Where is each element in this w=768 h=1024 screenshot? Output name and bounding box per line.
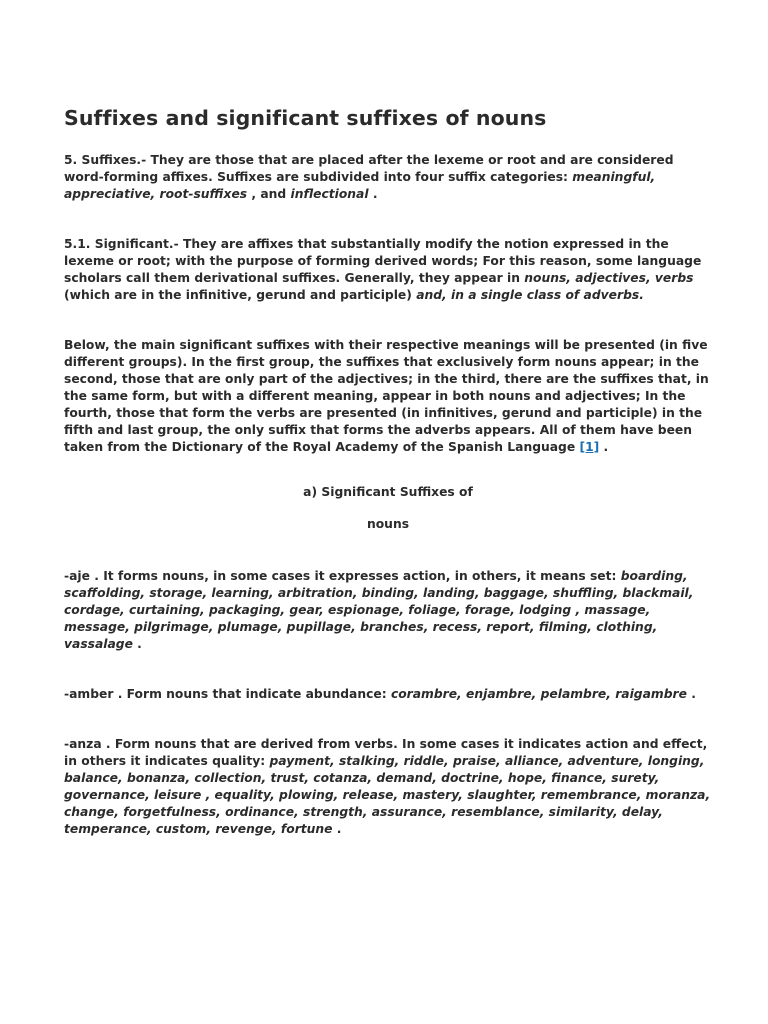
entry-examples: corambre, enjambre, pelambre, raigambre [390,687,687,701]
page-title: Suffixes and significant suffixes of nouns [64,106,547,130]
paragraph-italic: inflectional [290,187,369,201]
entry-text: . [686,687,696,701]
paragraph-text: Below, the main significant suffixes with their respective meanings will be presented (in five different groups). In the first group, the suffixes that exclusively form nouns appear; in the second, those that are only part of the adjectives; in the third, there are the suffixes that, in the same form, but with a different meaning, appear in both nouns and adjectives; In the fourth, those that form the verbs are presented (in infinitives, gerund and participle) in the fifth and last group, the only suffix that forms the adverbs appears. All of them have been taken from the Dictionary of the Royal Academy of the Spanish Language [64,338,709,454]
paragraph-suffixes [64,152,712,203]
section-heading-line2: nouns [366,517,410,531]
paragraph-text: , and [247,187,291,201]
section-heading [64,484,712,533]
paragraph-below [64,337,712,456]
entry-text: -amber . Form nouns that indicate abundance: [64,687,391,701]
paragraph-italic: and, in a single class of adverbs. [416,288,644,302]
spacer [64,533,712,568]
paragraph-text: 5. Suffixes.- They are those that are placed after the lexeme or root and are considered word-forming affixes. Suffixes are subdivided into four suffix categories: [64,153,674,184]
document-page [64,104,712,838]
spacer [64,456,712,484]
entry-text: -anza . Form nouns that are derived from verbs. In some cases it indicates action and effect, in others it indicates quality: [64,737,708,768]
paragraph-italic: nouns, adjectives, verbs [524,271,694,285]
paragraph-text: 5.1. Significant.- They are affixes that substantially modify the notion expressed in the lexeme or root; with the purpose of forming derived words; For this reason, some language scholars call them derivational suffixes. Generally, they appear in [64,237,702,285]
entry-amber [64,686,712,703]
footnote-link[interactable]: [1] [579,440,600,454]
section-heading-line1: a) Significant Suffixes of [303,485,473,499]
entry-text: . [132,637,142,651]
entry-anza [64,736,712,838]
entry-aje [64,568,712,653]
spacer [64,203,712,236]
spacer [64,501,712,516]
paragraph-italic: meaningful, appreciative, root-suffixes [64,170,656,201]
paragraph-text: . [368,187,378,201]
spacer [64,653,712,686]
spacer [64,304,712,337]
paragraph-text: (which are in the infinitive, gerund and participle) [64,288,417,302]
entry-examples: boarding, scaffolding, storage, learning, arbitration, binding, landing, baggage, shuffling, blackmail, cordage, curtaining, packaging, gear, espionage, foliage, forage, lodging , massage, message, pilgrimage, plumage, pupillage, branches, recess, report, filming, clothing, vassalage [64,569,694,651]
entry-examples: payment, stalking, riddle, praise, alliance, adventure, longing, balance, bonanza, collection, trust, cotanza, demand, doctrine, hope, finance, surety, governance, leisure , equality, plowing, release, mastery, slaughter, remembrance, moranza, change, forgetfulness, ordinance, strength, assurance, resemblance, similarity, delay, temperance, custom, revenge, fortune [64,754,711,836]
paragraph-significant [64,236,712,304]
spacer [64,703,712,736]
entry-text: . [332,822,342,836]
entry-text: -aje . It forms nouns, in some cases it expresses action, in others, it means set: [64,569,621,583]
paragraph-text: . [599,440,609,454]
